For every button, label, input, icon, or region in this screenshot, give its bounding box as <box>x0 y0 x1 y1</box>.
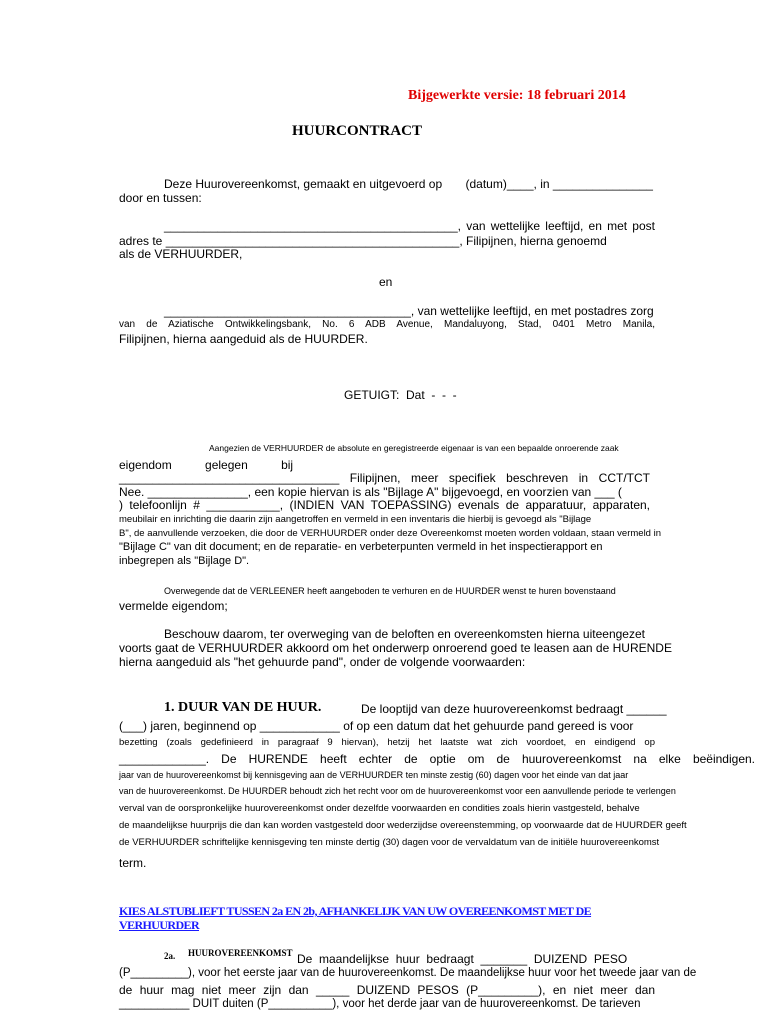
whereas1-line-9: inbegrepen als "Bijlage D". <box>119 555 250 567</box>
consider-line-3: hierna aangeduid als "het gehuurde pand", onder de volgende voorwaarden: <box>119 655 526 669</box>
intro-line-2: door en tussen: <box>119 191 202 205</box>
section2a-line-2: (P_________), voor het eerste jaar van de huurovereenkomst. De maandelijkse huur voor het tweede jaar van de <box>119 967 697 979</box>
lessor-line-1: ____________________________________________, van wettelijke leeftijd, en met post <box>164 219 655 233</box>
section2a-line-1: De maandelijkse huur bedraagt _______ DUIZEND PESO <box>297 952 628 966</box>
section1-line-5: jaar van de huurovereenkomst bij kennisgeving aan de VERHUURDER ten minste zestig (60) dagen voor het einde van dat jaar <box>119 770 629 780</box>
lessor-line-2: adres te ____________________________________________, Filipijnen, hierna genoemd <box>119 234 607 248</box>
whereas1-line-4: Nee. _______________, een kopie hiervan is als "Bijlage A" bijgevoegd, en voorzien van ___ ( <box>119 485 622 499</box>
section1-line-9: de VERHUURDER schriftelijke kennisgeving ten minste dertig (30) dagen voor de vervaldatum van de initiële huurovereenkomst <box>119 837 660 848</box>
whereas1-line-8: "Bijlage C" van dit document; en de reparatie- en verbeterpunten vermeld in het inspectierapport en <box>119 541 603 553</box>
section2a-line-3: de huur mag niet meer zijn dan _____ DUIZEND PESOS (P_________), en niet meer dan <box>119 983 655 997</box>
section1-line-4: _____________. De HURENDE heeft echter de optie om de huurovereenkomst na elke beëindigen. <box>119 752 755 766</box>
choose-note-line-1: KIES ALSTUBLIEFT TUSSEN 2a EN 2b, AFHANKELIJK VAN UW OVEREENKOMST MET DE <box>119 904 592 918</box>
document-title: HUURCONTRACT <box>292 123 423 139</box>
section2a-line-4: ___________ DUIT duiten (P__________), voor het derde jaar van de huurovereenkomst. De tarieven <box>119 998 641 1010</box>
section1-line-8: de maandelijkse huurprijs die dan kan worden vastgesteld door wederzijdse overeenstemming, op voorwaarde dat de HUURDER geeft <box>119 820 687 831</box>
whereas2-line-1: Overwegende dat de VERLEENER heeft aangeboden te verhuren en de HUURDER wenst te huren bovenstaand <box>164 586 616 596</box>
section1-line-7: verval van de oorspronkelijke huurovereenkomst onder dezelfde voorwaarden en condities zoals hierin vastgesteld, behalve <box>119 803 640 814</box>
whereas1-line-7: B", de aanvullende verzoeken, die door de VERHUURDER onder deze Overeenkomst moeten worden voldaan, staan vermeld in <box>119 528 662 539</box>
intro-line-1: Deze Huurovereenkomst, gemaakt en uitgevoerd op (datum)____, in _______________ <box>164 177 653 191</box>
witness-line: GETUIGT: Dat - - - <box>344 388 457 402</box>
lessee-line-1: _____________________________________, van wettelijke leeftijd, en met postadres zorg <box>164 304 654 318</box>
version-note: Bijgewerkte versie: 18 februari 2014 <box>408 88 626 103</box>
section1-line-2: (___) jaren, beginnend op ____________ of op een datum dat het gehuurde pand gereed is voor <box>119 719 634 733</box>
section1-heading: 1. DUUR VAN DE HUUR. <box>164 700 322 715</box>
whereas2-line-2: vermelde eigendom; <box>119 599 228 613</box>
whereas1-line-1: Aangezien de VERHUURDER de absolute en geregistreerde eigenaar is van een bepaalde onroerende zaak <box>209 443 619 453</box>
consider-line-2: voorts gaat de VERHUURDER akkoord om het onderwerp onroerend goed te leasen aan de HURENDE <box>119 641 672 655</box>
lessee-line-2: van de Aziatische Ontwikkelingsbank, No. 6 ADB Avenue, Mandaluyong, Stad, 0401 Metro Manila, <box>119 319 655 330</box>
whereas1-line-3: _________________________________ Filipijnen, meer specifiek beschreven in CCT/TCT <box>119 471 650 485</box>
choose-note-line-2: VERHUURDER <box>119 918 200 932</box>
section2a-label: 2a. <box>164 951 176 961</box>
section1-line-1: De looptijd van deze huurovereenkomst bedraagt ______ <box>361 702 667 716</box>
section2a-heading: HUUROVEREENKOMST <box>188 948 293 958</box>
lessor-line-3: als de VERHUURDER, <box>119 247 243 261</box>
whereas1-line-2: eigendom gelegen bij <box>119 458 294 472</box>
section1-line-3: bezetting (zoals gedefinieerd in paragraaf 9 hiervan), hetzij het laatste wat zich voordoet, en eindigend op <box>119 737 655 748</box>
consider-line-1: Beschouw daarom, ter overweging van de beloften en overeenkomsten hierna uiteengezet <box>164 627 645 641</box>
whereas1-line-6: meubilair en inrichting die daarin zijn aangetroffen en vermeld in een inventaris die hierbij is gevoegd als "Bijlage <box>119 514 592 525</box>
section1-line-6: van de huurovereenkomst. De HUURDER behoudt zich het recht voor om de huurovereenkomst voor een aanvullende periode te verlengen <box>119 786 676 796</box>
section1-line-10: term. <box>119 856 147 870</box>
and-separator: en <box>379 275 393 289</box>
lessee-line-3: Filipijnen, hierna aangeduid als de HUURDER. <box>119 332 368 346</box>
whereas1-line-5: ) telefoonlijn # ___________, (INDIEN VAN TOEPASSING) evenals de apparatuur, apparaten, <box>119 498 650 512</box>
